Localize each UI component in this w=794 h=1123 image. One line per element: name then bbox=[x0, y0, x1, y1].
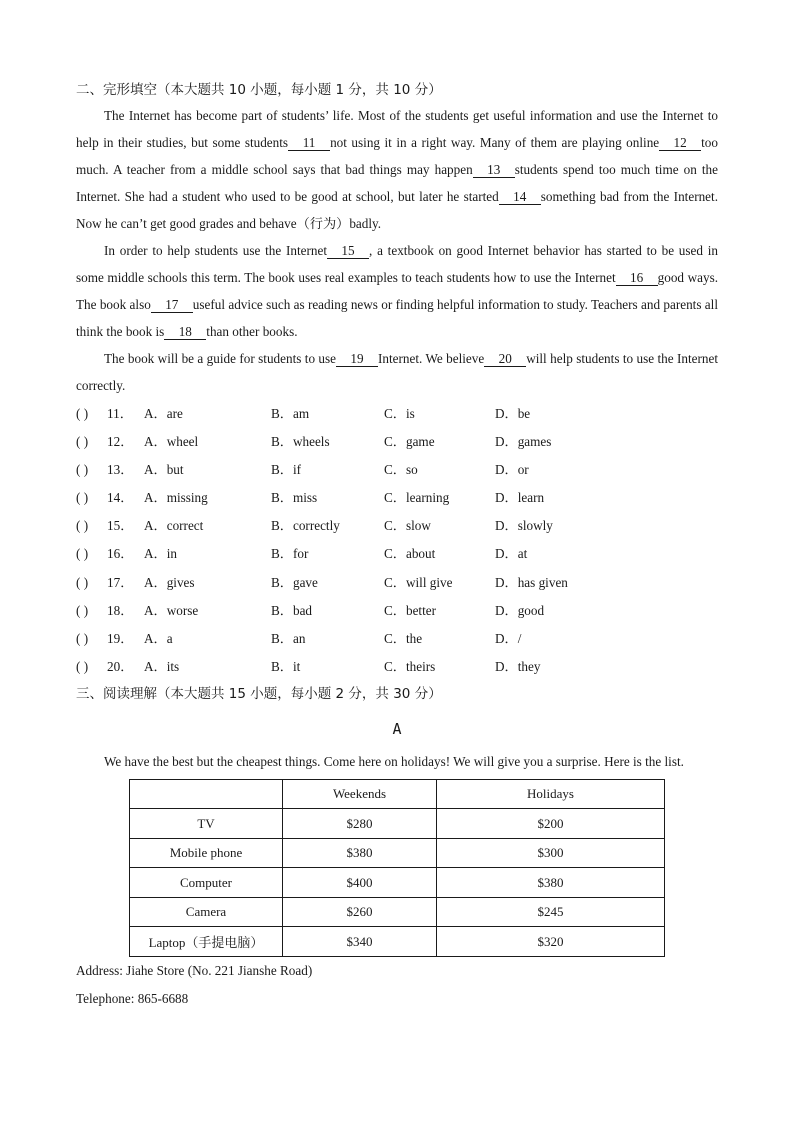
question-number: 15． bbox=[107, 518, 134, 534]
option-c: C．the bbox=[384, 630, 423, 646]
table-header-row bbox=[130, 779, 665, 809]
option-c: C．learning bbox=[384, 490, 450, 506]
question-number: 19． bbox=[107, 630, 134, 646]
option-d: D．or bbox=[495, 462, 529, 478]
option-d: D．has given bbox=[495, 574, 568, 590]
blank-18: 18 bbox=[164, 324, 206, 340]
table-row bbox=[130, 868, 665, 898]
section2-title: 二、完形填空（本大题共 10 小题，每小题 1 分，共 10 分） bbox=[76, 82, 442, 98]
option-c: C．is bbox=[384, 406, 415, 421]
option-a: A．correct bbox=[144, 518, 204, 534]
passage-letter: A bbox=[392, 719, 402, 738]
question-number: 11． bbox=[107, 406, 133, 421]
answer-paren[interactable]: ( ) bbox=[76, 406, 89, 421]
option-b: B．wheels bbox=[271, 434, 330, 450]
store-telephone: Telephone: 865-6688 bbox=[76, 990, 189, 1006]
option-b: B．correctly bbox=[271, 518, 340, 534]
blank-19: 19 bbox=[336, 351, 378, 367]
option-c: C．about bbox=[384, 546, 436, 562]
question-number: 13． bbox=[107, 462, 134, 478]
option-a: A．missing bbox=[144, 490, 208, 506]
option-c: C．will give bbox=[384, 574, 453, 590]
table-cell-weekends: $400 bbox=[283, 868, 437, 898]
price-table bbox=[129, 779, 665, 957]
table-cell-holidays: $300 bbox=[437, 838, 665, 868]
option-b: B．bad bbox=[271, 602, 313, 618]
table-cell-weekends: $340 bbox=[283, 927, 437, 957]
question-number: 20． bbox=[107, 658, 134, 674]
table-cell-item: Laptop（手提电脑） bbox=[130, 927, 283, 957]
table-cell-weekends: $380 bbox=[283, 838, 437, 868]
question-row bbox=[76, 540, 718, 568]
blank-14: 14 bbox=[499, 189, 541, 205]
answer-paren[interactable]: ( ) bbox=[76, 462, 89, 478]
option-c: C．slow bbox=[384, 518, 431, 534]
table-cell-holidays: $200 bbox=[437, 809, 665, 839]
table-cell-holidays: $245 bbox=[437, 897, 665, 927]
answer-paren[interactable]: ( ) bbox=[76, 630, 89, 646]
question-options bbox=[76, 400, 718, 681]
cloze-paragraph-3: The book will be a guide for students to use 19 Internet. We believe 20 will help students to use the Internet correctly. bbox=[76, 351, 718, 393]
store-address: Address: Jiahe Store (No. 221 Jianshe Road) bbox=[76, 962, 313, 978]
table-cell-holidays: $320 bbox=[437, 927, 665, 957]
question-row bbox=[76, 597, 718, 625]
option-a: A．but bbox=[144, 462, 184, 478]
option-d: D．they bbox=[495, 658, 541, 674]
answer-paren[interactable]: ( ) bbox=[76, 518, 89, 534]
option-b: B．if bbox=[271, 462, 302, 478]
question-row bbox=[76, 653, 718, 681]
table-row bbox=[130, 838, 665, 868]
table-cell-item: Computer bbox=[130, 868, 283, 898]
option-b: B．it bbox=[271, 658, 301, 674]
option-b: B．for bbox=[271, 546, 309, 562]
question-row bbox=[76, 428, 718, 456]
option-d: D．games bbox=[495, 434, 552, 450]
answer-paren[interactable]: ( ) bbox=[76, 434, 89, 450]
question-number: 14． bbox=[107, 490, 134, 506]
table-row bbox=[130, 927, 665, 957]
blank-20: 20 bbox=[484, 351, 526, 367]
table-row bbox=[130, 809, 665, 839]
option-d: D．at bbox=[495, 546, 528, 562]
table-cell-holidays: $380 bbox=[437, 868, 665, 898]
question-number: 17． bbox=[107, 574, 134, 590]
option-c: C．game bbox=[384, 434, 435, 450]
option-b: B．am bbox=[271, 406, 310, 421]
table-cell-item: Mobile phone bbox=[130, 838, 283, 868]
exam-page bbox=[76, 78, 718, 1013]
option-a: A．are bbox=[144, 406, 183, 421]
option-a: A．its bbox=[144, 658, 180, 674]
table-cell-item: Camera bbox=[130, 897, 283, 927]
option-a: A．wheel bbox=[144, 434, 199, 450]
option-a: A．a bbox=[144, 630, 173, 646]
option-b: B．gave bbox=[271, 574, 318, 590]
blank-13: 13 bbox=[473, 162, 515, 178]
section3-title: 三、阅读理解（本大题共 15 小题，每小题 2 分，共 30 分） bbox=[76, 685, 442, 702]
cloze-paragraph-2: In order to help students use the Internet 15 , a textbook on good Internet behavior has started to be used in some middle schools this term. The book uses real examples to teach students how to use the Internet 16 good ways. The book also 17 useful advice such as reading news or finding helpful information to study. Teachers and parents all think the book is 18 than other books. bbox=[76, 243, 718, 339]
table-header-empty bbox=[130, 779, 283, 809]
blank-15: 15 bbox=[327, 243, 369, 259]
blank-12: 12 bbox=[659, 135, 701, 151]
blank-16: 16 bbox=[616, 270, 658, 286]
question-row bbox=[76, 400, 718, 428]
answer-paren[interactable]: ( ) bbox=[76, 658, 89, 674]
answer-paren[interactable]: ( ) bbox=[76, 490, 89, 506]
cloze-paragraph-1: The Internet has become part of students’ life. Most of the students get useful information and use the Internet to help in their studies, but some students 11 not using it in a right way. Many of them are playing online 12 too much. A teacher from a middle school says that bad things may happen 13 students spend too much time on the Internet. She had a student who used to be good at school, but later he started 14 something bad from the Internet. Now he can’t get good grades and behave（行为）badly. bbox=[76, 108, 718, 231]
option-a: A．gives bbox=[144, 574, 195, 590]
passage-intro: We have the best but the cheapest things. Come here on holidays! We will give you a surprise. Here is the list. bbox=[104, 753, 684, 769]
question-row bbox=[76, 512, 718, 540]
question-row bbox=[76, 569, 718, 597]
answer-paren[interactable]: ( ) bbox=[76, 602, 89, 618]
table-row bbox=[130, 897, 665, 927]
question-number: 16． bbox=[107, 546, 134, 562]
option-d: D．good bbox=[495, 602, 545, 618]
blank-17: 17 bbox=[151, 297, 193, 313]
answer-paren[interactable]: ( ) bbox=[76, 574, 89, 590]
option-d: D．slowly bbox=[495, 518, 553, 534]
table-header-holidays: Holidays bbox=[437, 779, 665, 809]
table-header-weekends: Weekends bbox=[283, 779, 437, 809]
option-b: B．miss bbox=[271, 490, 318, 506]
question-number: 12． bbox=[107, 434, 134, 450]
answer-paren[interactable]: ( ) bbox=[76, 546, 89, 562]
option-d: D．be bbox=[495, 406, 531, 421]
table-cell-weekends: $260 bbox=[283, 897, 437, 927]
option-c: C．theirs bbox=[384, 658, 436, 674]
blank-11: 11 bbox=[288, 135, 330, 151]
question-number: 18． bbox=[107, 602, 134, 618]
question-row bbox=[76, 484, 718, 512]
option-a: A．worse bbox=[144, 602, 199, 618]
option-c: C．better bbox=[384, 602, 437, 618]
question-row bbox=[76, 625, 718, 653]
option-b: B．an bbox=[271, 630, 306, 646]
question-row bbox=[76, 456, 718, 484]
table-cell-weekends: $280 bbox=[283, 809, 437, 839]
option-a: A．in bbox=[144, 546, 177, 562]
table-cell-item: TV bbox=[130, 809, 283, 839]
option-c: C．so bbox=[384, 462, 418, 478]
option-d: D．/ bbox=[495, 630, 522, 646]
option-d: D．learn bbox=[495, 490, 545, 506]
